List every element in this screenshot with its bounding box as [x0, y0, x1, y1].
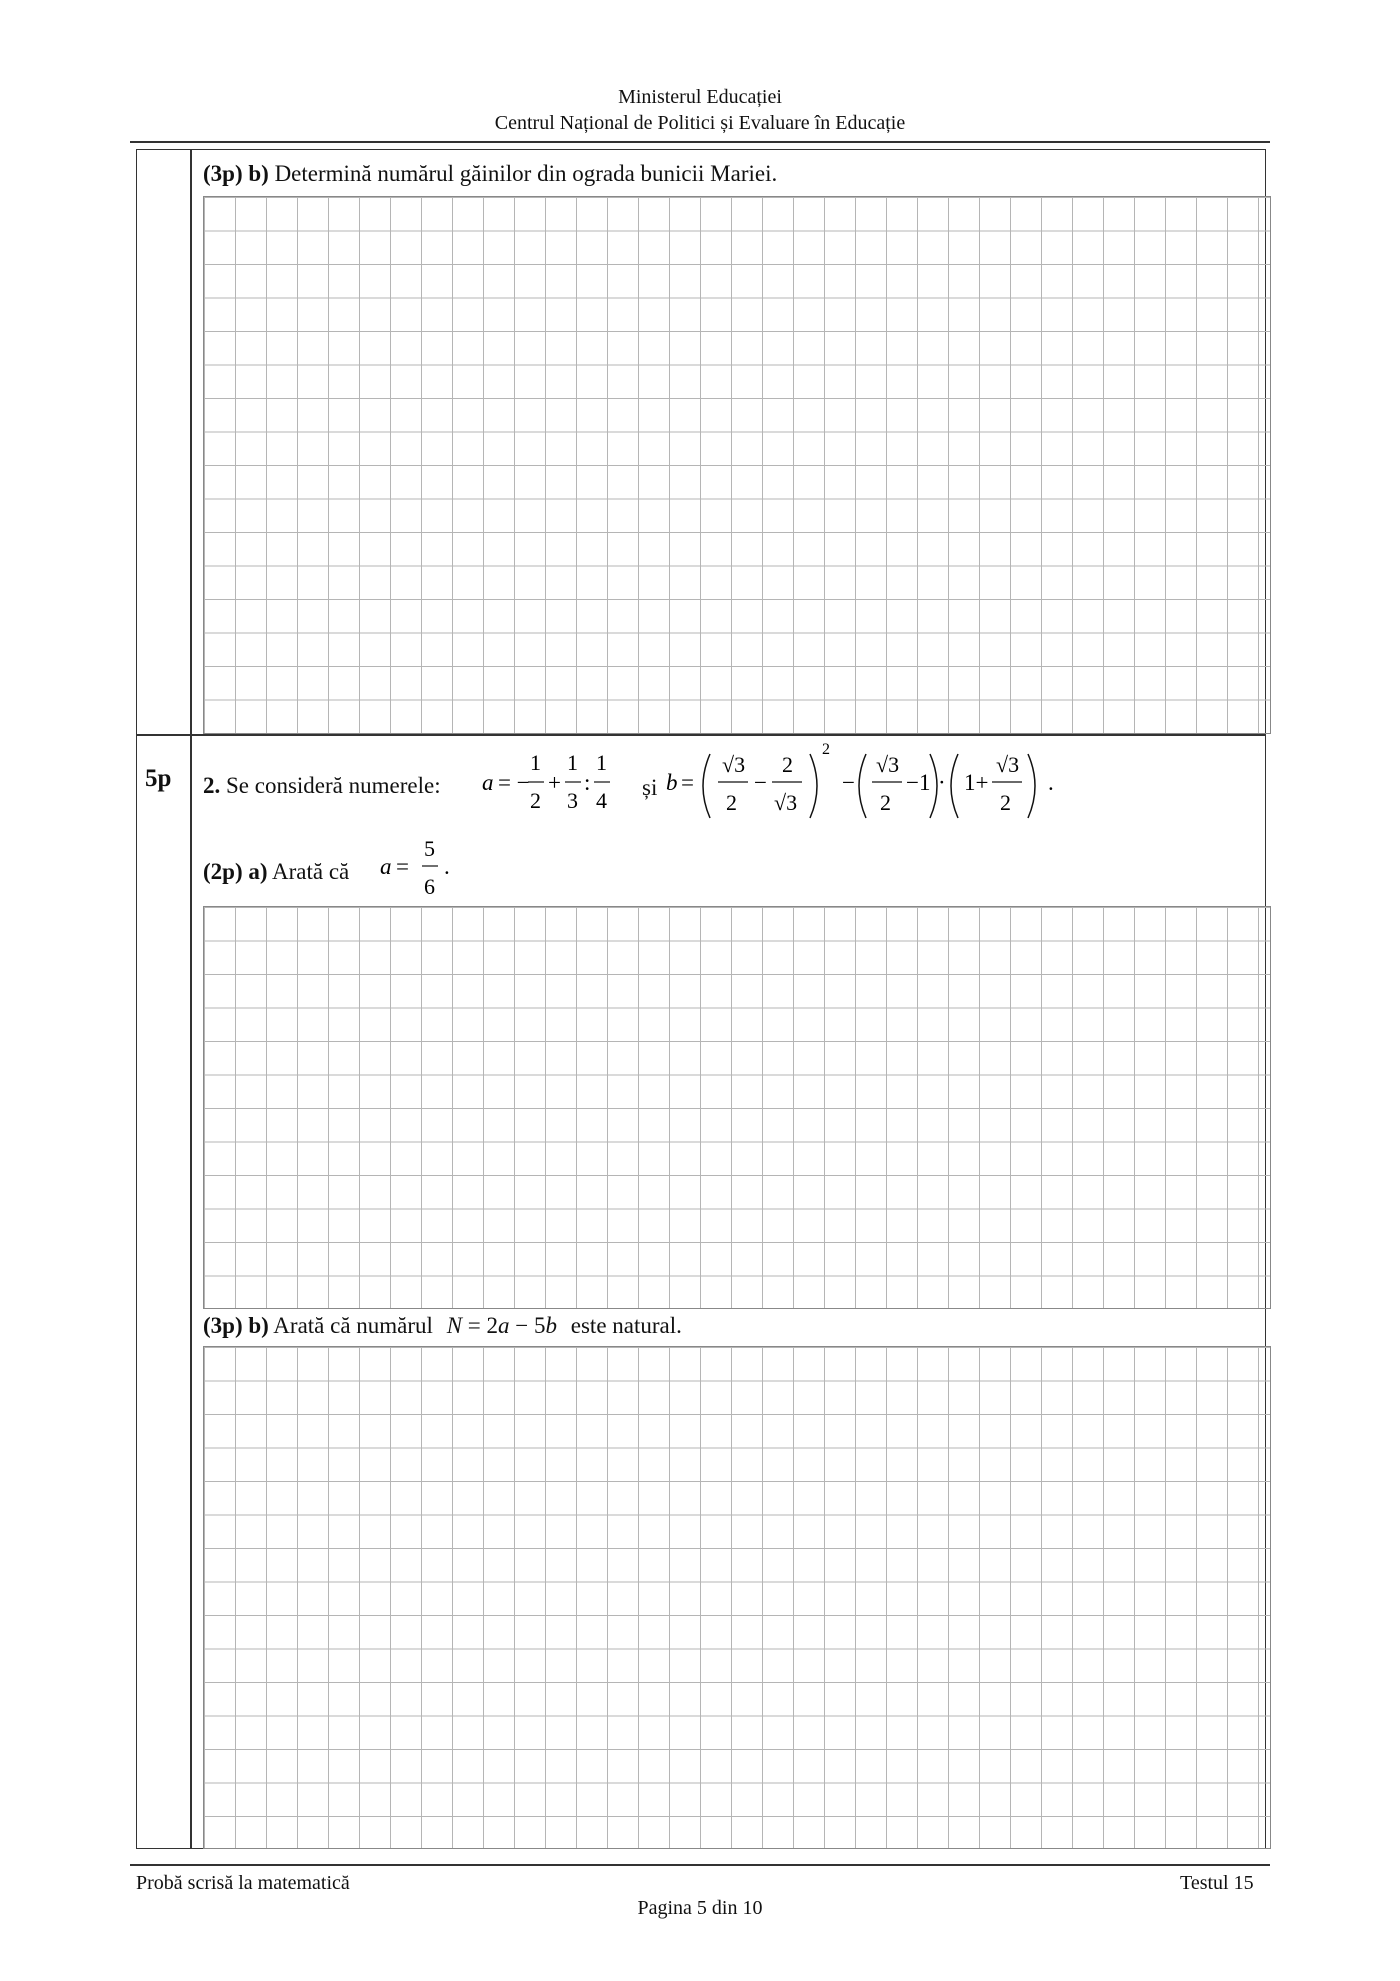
part-b-text-after: este natural. — [570, 1313, 682, 1338]
svg-text:3: 3 — [567, 788, 578, 813]
formula-a — [482, 748, 622, 820]
svg-text:5: 5 — [424, 836, 435, 861]
svg-text:−1: −1 — [906, 770, 931, 795]
svg-text:2: 2 — [726, 790, 737, 815]
part-a — [203, 858, 349, 886]
svg-text:2: 2 — [530, 788, 541, 813]
problem2-intro — [203, 772, 441, 800]
svg-text:.: . — [444, 854, 450, 879]
answer-grid-2[interactable] — [203, 906, 1271, 1309]
svg-text:1+: 1+ — [964, 770, 989, 795]
previous-part-b-label: (3p) b) — [203, 161, 269, 186]
svg-text:+: + — [548, 770, 561, 795]
footer-right: Testul 15 — [1180, 1872, 1254, 1894]
answer-grid-3[interactable] — [203, 1346, 1271, 1849]
svg-text:√3: √3 — [774, 790, 798, 815]
svg-text:a: a — [482, 770, 494, 795]
svg-text:√3: √3 — [722, 752, 746, 777]
problem2-number: 2. — [203, 773, 221, 798]
svg-text:2: 2 — [1000, 790, 1011, 815]
svg-text:−: − — [842, 770, 855, 795]
svg-text:1: 1 — [567, 750, 578, 775]
svg-text:=: = — [396, 854, 409, 879]
svg-text:a: a — [380, 854, 392, 879]
points-badge: 5p — [145, 765, 172, 792]
svg-text:2: 2 — [880, 790, 891, 815]
svg-text:1: 1 — [596, 750, 607, 775]
svg-text:b: b — [666, 770, 678, 795]
connector-si: și — [642, 775, 658, 800]
points-column-divider — [190, 149, 192, 1849]
svg-text::: : — [584, 770, 591, 795]
svg-text:=: = — [681, 770, 694, 795]
formula-b — [666, 740, 1086, 824]
problem2-intro-text: Se consideră numerele: — [226, 773, 441, 798]
footer-left: Probă scrisă la matematică — [136, 1872, 350, 1894]
footer-page: Pagina 5 din 10 — [637, 1897, 763, 1919]
answer-grid-1[interactable] — [203, 196, 1271, 734]
svg-text:·: · — [938, 770, 946, 795]
svg-text:√3: √3 — [996, 752, 1020, 777]
row-divider — [136, 734, 1266, 736]
part-b-text-before: Arată că numărul — [273, 1313, 433, 1338]
previous-part-b — [203, 160, 777, 188]
part-b-label: (3p) b) — [203, 1313, 269, 1338]
part-a-text: Arată că — [272, 859, 350, 884]
part-b-expr: N — [446, 1313, 463, 1338]
svg-text:.: . — [1048, 770, 1054, 795]
header-ministry: Ministerul Educației — [618, 86, 782, 108]
formula-a-equals — [380, 836, 460, 906]
header-center: Centrul Național de Politici și Evaluare în Educație — [494, 112, 906, 134]
header-rule — [130, 141, 1270, 143]
svg-text:= −: = − — [498, 770, 530, 795]
footer-rule — [130, 1864, 1270, 1866]
svg-text:−: − — [754, 770, 767, 795]
svg-text:√3: √3 — [876, 752, 900, 777]
svg-text:1: 1 — [530, 750, 541, 775]
svg-text:2: 2 — [822, 741, 830, 758]
part-b: (3p) b) Arată că numărul N = 2a − 5b este natural. — [203, 1313, 682, 1338]
previous-part-b-text: Determină numărul găinilor din ograda bunicii Mariei. — [274, 161, 778, 186]
svg-text:6: 6 — [424, 874, 435, 899]
svg-text:4: 4 — [596, 788, 607, 813]
part-a-label: (2p) a) — [203, 859, 268, 884]
svg-text:2: 2 — [782, 752, 793, 777]
